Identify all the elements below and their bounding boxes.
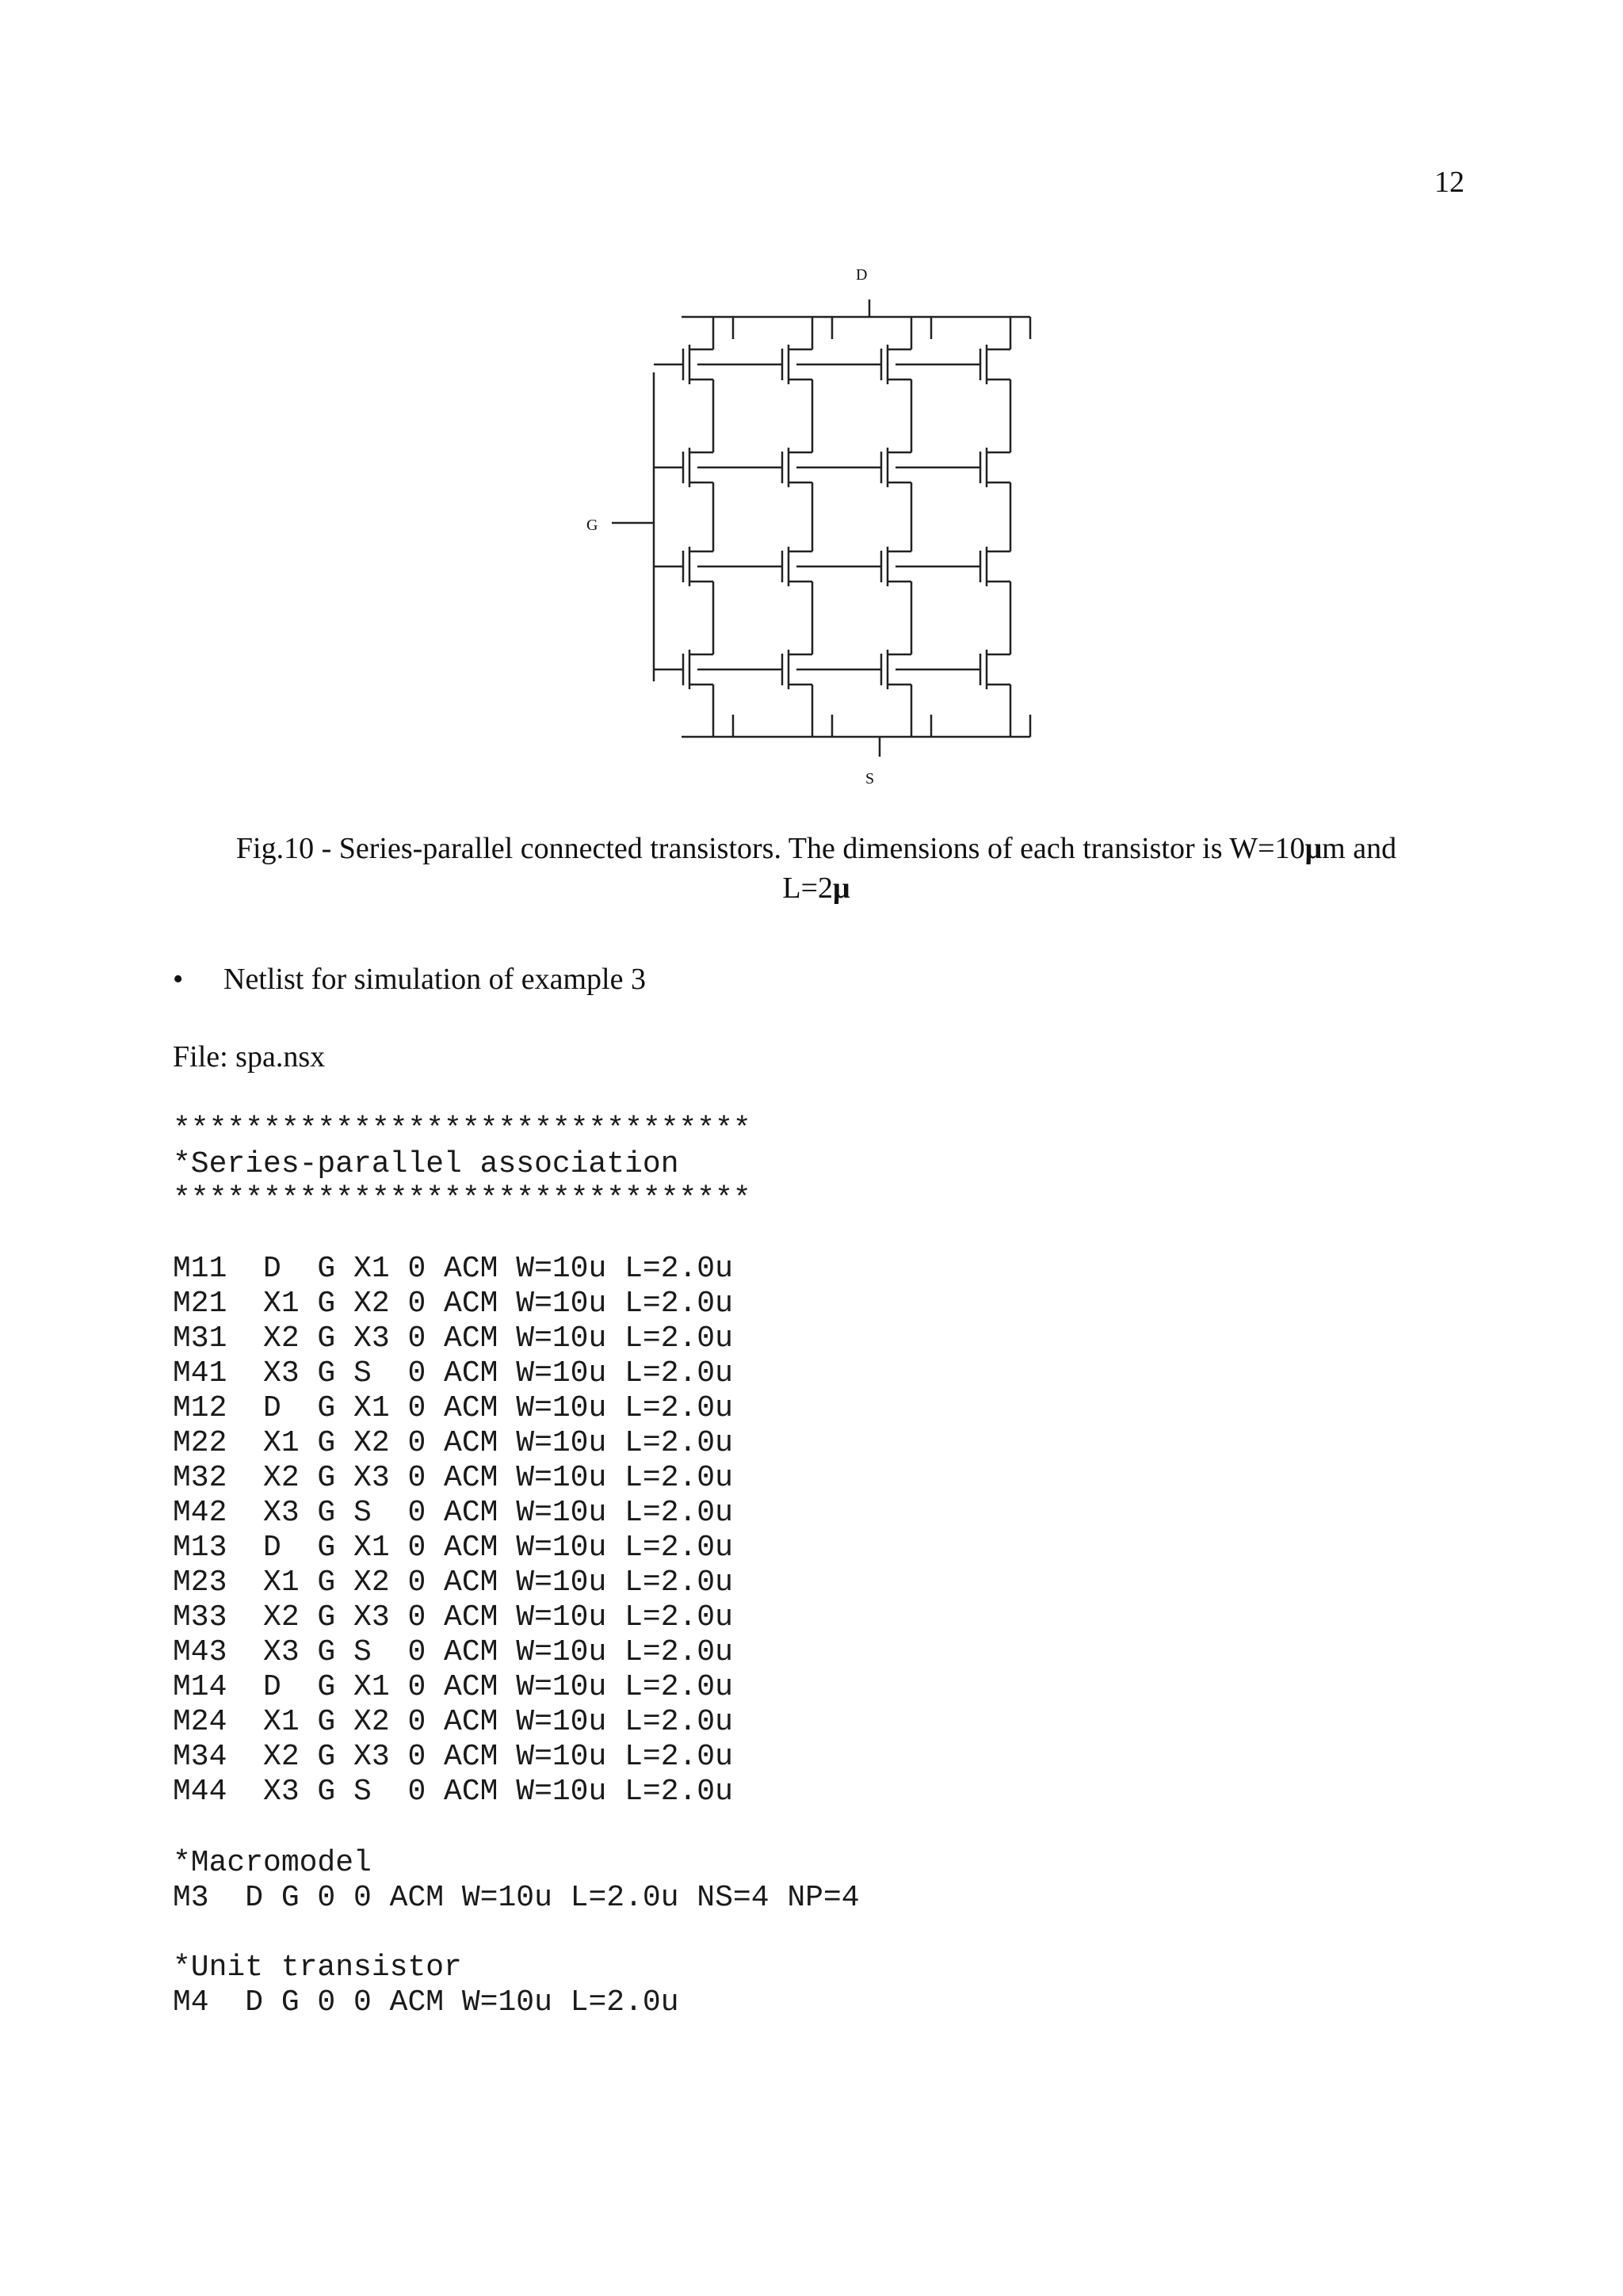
unit-transistor-line: M4 D G 0 0 ACM W=10u L=2.0u bbox=[173, 1985, 679, 2019]
unit-transistor-comment: *Unit transistor bbox=[173, 1951, 462, 1985]
caption-line1-end: m and bbox=[1322, 832, 1397, 865]
macromodel-line: M3 D G 0 0 ACM W=10u L=2.0u NS=4 NP=4 bbox=[173, 1881, 860, 1915]
netlist-line: M31 X2 G X3 0 ACM W=10u L=2.0u bbox=[173, 1322, 733, 1356]
netlist-line: M14 D G X1 0 ACM W=10u L=2.0u bbox=[173, 1670, 733, 1704]
caption-mu-symbol-2: μ bbox=[833, 871, 850, 905]
netlist-line: M43 X3 G S 0 ACM W=10u L=2.0u bbox=[173, 1635, 733, 1669]
netlist-line: M41 X3 G S 0 ACM W=10u L=2.0u bbox=[173, 1356, 733, 1390]
netlist-header bbox=[173, 1112, 751, 1217]
netlist-line: M32 X2 G X3 0 ACM W=10u L=2.0u bbox=[173, 1461, 733, 1495]
netlist-line: M12 D G X1 0 ACM W=10u L=2.0u bbox=[173, 1391, 733, 1425]
netlist-header-line: *Series-parallel association bbox=[173, 1147, 679, 1181]
drain-label: D bbox=[856, 266, 868, 284]
netlist-header-line: ******************************** bbox=[173, 1112, 751, 1146]
netlist-line: M24 X1 G X2 0 ACM W=10u L=2.0u bbox=[173, 1705, 733, 1739]
netlist-line: M23 X1 G X2 0 ACM W=10u L=2.0u bbox=[173, 1566, 733, 1600]
netlist-line: M11 D G X1 0 ACM W=10u L=2.0u bbox=[173, 1252, 733, 1286]
netlist-line: M13 D G X1 0 ACM W=10u L=2.0u bbox=[173, 1531, 733, 1565]
netlist-line: M34 X2 G X3 0 ACM W=10u L=2.0u bbox=[173, 1740, 733, 1774]
page-number: 12 bbox=[1434, 166, 1465, 199]
source-label: S bbox=[865, 770, 875, 788]
bullet-icon: • bbox=[173, 963, 184, 996]
gate-label: G bbox=[586, 517, 598, 534]
netlist-body bbox=[173, 1252, 733, 1810]
caption-line1-text: Fig.10 - Series-parallel connected transistors. The dimensions of each transistor is W=10 bbox=[235, 832, 1305, 865]
netlist-line: M42 X3 G S 0 ACM W=10u L=2.0u bbox=[173, 1496, 733, 1530]
caption-mu-symbol: μ bbox=[1304, 832, 1323, 865]
netlist-line: M44 X3 G S 0 ACM W=10u L=2.0u bbox=[173, 1775, 733, 1809]
schematic-drawing bbox=[555, 261, 1078, 800]
netlist-line: M22 X1 G X2 0 ACM W=10u L=2.0u bbox=[173, 1426, 733, 1460]
bullet-text: Netlist for simulation of example 3 bbox=[223, 963, 646, 996]
netlist-line: M21 X1 G X2 0 ACM W=10u L=2.0u bbox=[173, 1287, 733, 1321]
file-label: File: spa.nsx bbox=[173, 1040, 326, 1074]
caption-line2-text: L=2 bbox=[782, 871, 834, 905]
netlist-header-line: ******************************** bbox=[173, 1182, 751, 1216]
figure-caption bbox=[143, 829, 1490, 908]
netlist-line: M33 X2 G X3 0 ACM W=10u L=2.0u bbox=[173, 1600, 733, 1634]
transistor-array-schematic bbox=[555, 261, 1078, 804]
macromodel-comment: *Macromodel bbox=[173, 1846, 372, 1880]
